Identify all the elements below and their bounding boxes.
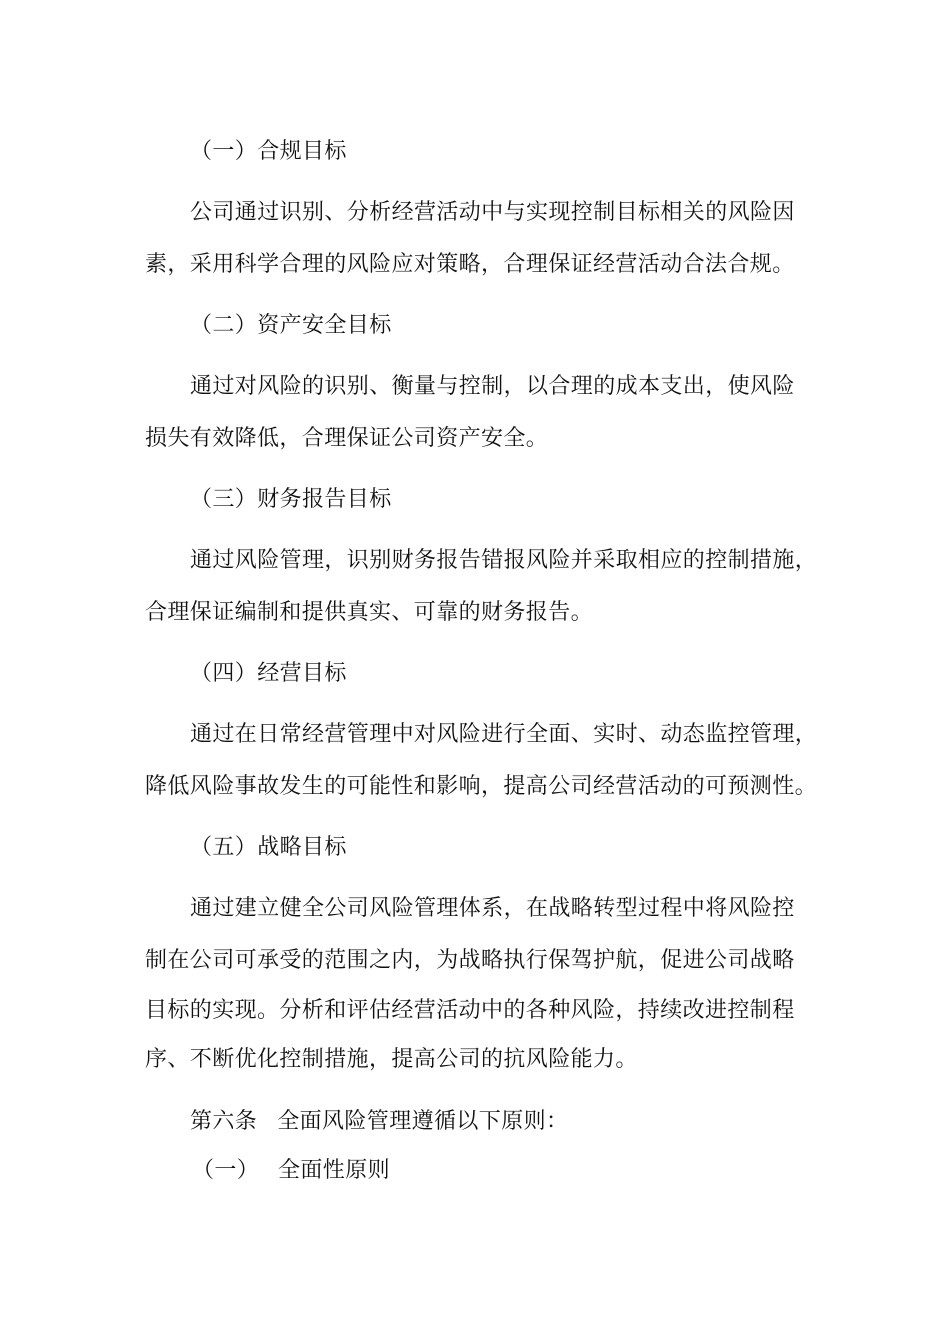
section-4-paragraph-line-2: 降低风险事故发生的可能性和影响，提高公司经营活动的可预测性。 xyxy=(145,774,818,799)
section-4-paragraph-line-1: 通过在日常经营管理中对风险进行全面、实时、动态监控管理， xyxy=(190,722,818,747)
section-3-paragraph-line-1: 通过风险管理，识别财务报告错报风险并采取相应的控制措施， xyxy=(190,548,818,573)
section-1-paragraph-line-1: 公司通过识别、分析经营活动中与实现控制目标相关的风险因 xyxy=(190,200,795,225)
section-1-heading: （一）合规目标 xyxy=(190,139,347,164)
section-5-paragraph-line-1: 通过建立健全公司风险管理体系，在战略转型过程中将风险控 xyxy=(190,896,795,921)
section-5-paragraph-line-4: 序、不断优化控制措施，提高公司的抗风险能力。 xyxy=(145,1047,638,1072)
section-5-heading: （五）战略目标 xyxy=(190,835,347,860)
section-1-paragraph-line-2: 素，采用科学合理的风险应对策略，合理保证经营活动合法合规。 xyxy=(145,252,795,277)
section-5-paragraph-line-3: 目标的实现。分析和评估经营活动中的各种风险，持续改进控制程 xyxy=(145,998,795,1023)
section-5-paragraph-line-2: 制在公司可承受的范围之内，为战略执行保驾护航，促进公司战略 xyxy=(145,948,795,973)
section-2-paragraph-line-1: 通过对风险的识别、衡量与控制，以合理的成本支出，使风险 xyxy=(190,374,795,399)
section-2-paragraph-line-2: 损失有效降低，合理保证公司资产安全。 xyxy=(145,426,549,451)
principle-1-title: 全面性原则 xyxy=(278,1158,391,1183)
article-6-text: 全面风险管理遵循以下原则： xyxy=(277,1109,569,1134)
section-4-heading: （四）经营目标 xyxy=(190,661,347,686)
article-6 xyxy=(190,1107,568,1137)
section-3-paragraph-line-2: 合理保证编制和提供真实、可靠的财务报告。 xyxy=(145,600,594,625)
article-6-label: 第六条 xyxy=(190,1109,258,1134)
principle-1-number: （一） xyxy=(192,1158,260,1183)
section-3-heading: （三）财务报告目标 xyxy=(190,487,392,512)
section-2-heading: （二）资产安全目标 xyxy=(190,313,392,338)
